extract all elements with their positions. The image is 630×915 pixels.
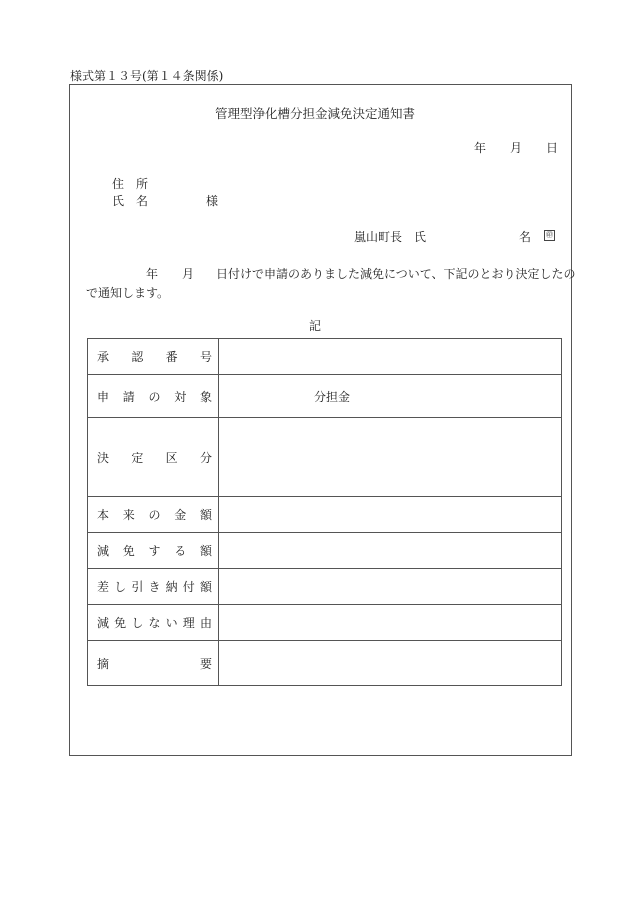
- row-label-char: 来: [122, 508, 135, 522]
- row-value: [219, 569, 562, 605]
- row-label-char: 減: [97, 616, 110, 630]
- ki-heading: 記: [308, 319, 321, 333]
- row-label-char: 免: [114, 616, 127, 630]
- table-row: [88, 569, 562, 605]
- row-label-char: 定: [131, 450, 144, 465]
- row-value-text: 分担金: [314, 389, 351, 404]
- row-value-text: [219, 616, 314, 630]
- row-value: [219, 605, 562, 641]
- table-row: [88, 605, 562, 641]
- row-label-char: 要: [199, 656, 212, 671]
- name-label: 氏 名: [112, 194, 149, 208]
- row-label-char: 認: [131, 350, 144, 364]
- body-year: 年: [146, 267, 159, 281]
- row-label-char: 象: [199, 389, 212, 404]
- form-number-label: 様式第１３号(第１４条関係): [70, 69, 224, 83]
- row-label-char: 理: [182, 616, 195, 630]
- table-row: [88, 533, 562, 569]
- body-line-1-text: 日付けで申請のありました減免について、下記のとおり決定したの: [216, 267, 576, 281]
- body-line-1: [146, 265, 576, 282]
- row-label-char: し: [131, 616, 144, 630]
- row-label-char: 申: [97, 389, 110, 404]
- row-label-char: 分: [199, 450, 212, 465]
- issuer-name-label: 名: [519, 230, 532, 244]
- row-label-char: 引: [131, 580, 144, 594]
- body-line-2: で通知します。: [86, 286, 170, 300]
- row-label-char: の: [148, 389, 161, 404]
- row-label-char: 決: [97, 450, 110, 465]
- row-label-char: な: [148, 616, 161, 630]
- table-row: [88, 497, 562, 533]
- address-label: 住 所: [112, 177, 149, 191]
- date-day: 日: [546, 141, 559, 155]
- row-label-char: の: [148, 508, 161, 522]
- issuer-title: 嵐山町長 氏: [354, 230, 427, 244]
- row-label-char: 摘: [97, 656, 110, 671]
- row-label: [88, 641, 219, 686]
- row-label-char: 額: [199, 544, 212, 558]
- row-value: [219, 418, 562, 497]
- row-label-char: 本: [97, 508, 110, 522]
- row-label-char: し: [114, 580, 127, 594]
- table-row: [88, 375, 562, 418]
- honorific-sama: 様: [206, 194, 219, 208]
- row-value: [219, 641, 562, 686]
- row-value: [219, 375, 562, 418]
- row-label-char: 対: [174, 389, 187, 404]
- row-label-char: 番: [165, 350, 178, 364]
- row-label-char: 承: [97, 350, 110, 364]
- row-label: [88, 418, 219, 497]
- row-value: [219, 533, 562, 569]
- row-value-text: [219, 580, 314, 594]
- row-value: [219, 339, 562, 375]
- row-label-char: き: [148, 580, 161, 594]
- row-value-text: [219, 544, 314, 558]
- row-label-char: 付: [182, 580, 195, 594]
- row-value-text: [219, 450, 314, 464]
- row-label-char: 区: [165, 450, 178, 465]
- row-label: [88, 569, 219, 605]
- row-value: [219, 497, 562, 533]
- row-label-char: 由: [199, 616, 212, 630]
- details-table: [87, 338, 562, 686]
- row-label-char: 請: [122, 389, 135, 404]
- document-title: 管理型浄化槽分担金減免決定通知書: [214, 106, 415, 121]
- row-value-text: [219, 350, 314, 364]
- row-label-char: る: [174, 544, 187, 558]
- row-value-text: [219, 508, 314, 522]
- row-label-char: 号: [199, 350, 212, 364]
- row-label-char: 金: [174, 508, 187, 522]
- date-year: 年: [474, 141, 487, 155]
- row-label: [88, 605, 219, 641]
- date-month: 月: [510, 141, 523, 155]
- row-label: [88, 375, 219, 418]
- seal-icon: ㊞: [546, 231, 553, 239]
- row-label-char: 免: [122, 544, 135, 558]
- body-month: 月: [182, 267, 195, 281]
- row-label-char: 納: [165, 580, 178, 594]
- row-label-char: 差: [97, 580, 110, 594]
- table-row: [88, 641, 562, 686]
- row-label-char: す: [148, 544, 161, 558]
- row-value-text: [219, 656, 314, 670]
- row-label: [88, 497, 219, 533]
- row-label: [88, 533, 219, 569]
- date-line: [474, 139, 558, 156]
- row-label-char: 額: [199, 580, 212, 594]
- row-label-char: い: [165, 616, 178, 630]
- table-row: [88, 339, 562, 375]
- row-label: [88, 339, 219, 375]
- row-label-char: 額: [199, 508, 212, 522]
- table-row: [88, 418, 562, 497]
- row-label-char: 減: [97, 544, 110, 558]
